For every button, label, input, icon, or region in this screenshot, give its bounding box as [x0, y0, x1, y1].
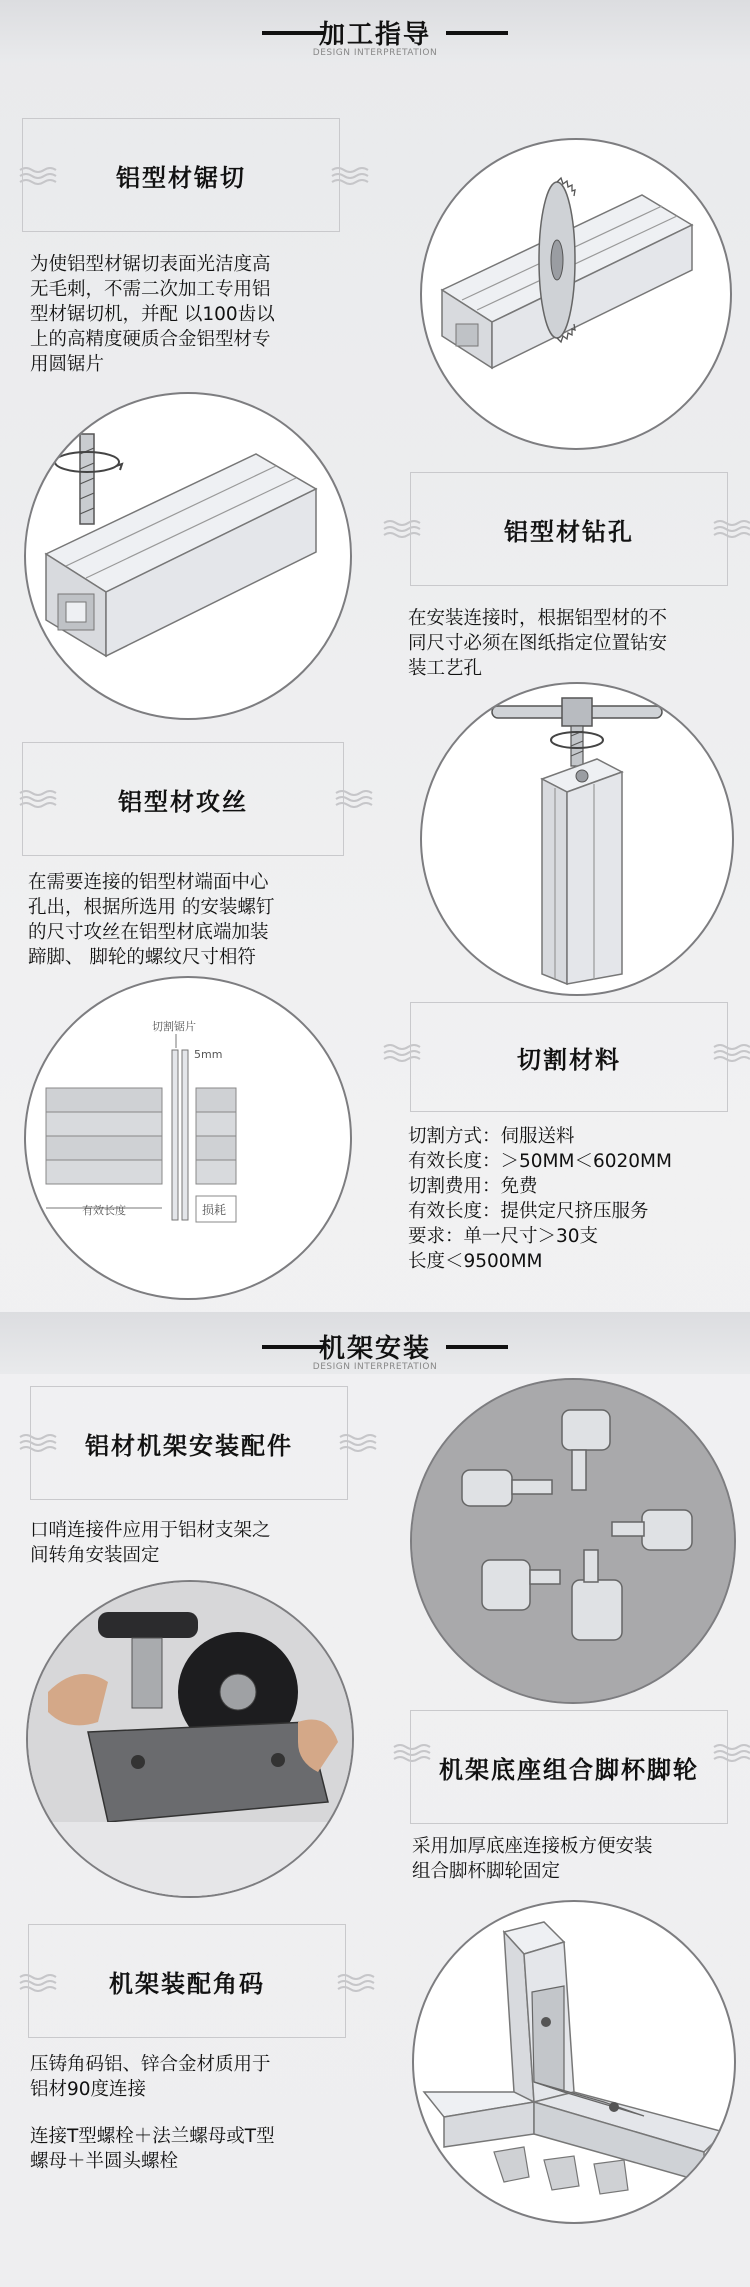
corner-bracket-illustration	[412, 1900, 736, 2224]
corner-bracket-icon	[414, 1902, 734, 2222]
wave-decoration-icon	[338, 1432, 378, 1452]
section-subtitle-frame: DESIGN INTERPRETATION	[312, 1362, 438, 1372]
label-drilling: 铝型材钻孔	[504, 517, 634, 546]
gap-label: 5mm	[194, 1048, 223, 1061]
wave-decoration-icon	[334, 788, 374, 808]
label-fittings: 铝材机架安装配件	[85, 1431, 293, 1460]
effective-length-label: 有效长度	[82, 1204, 126, 1217]
wave-decoration-icon	[712, 518, 750, 538]
corner-description: 压铸角码铝、锌合金材质用于 铝材90度连接	[30, 2054, 271, 2100]
tapping-illustration	[420, 682, 734, 996]
cutting-description: 为使铝型材锯切表面光洁度高 无毛刺，不需二次加工专用铝 型材锯切机，并配 以100齿以 上的高精度硬质合金铝型材专 用圆锯片	[30, 254, 275, 375]
wave-decoration-icon	[330, 165, 370, 185]
waste-label: 损耗	[202, 1203, 227, 1217]
whistle-connector-icon	[412, 1380, 734, 1702]
title-line-right	[446, 31, 508, 35]
label-corner: 机架装配角码	[109, 1969, 265, 1998]
tap-wrench-icon	[422, 684, 732, 994]
label-box-casters	[410, 1710, 728, 1824]
section-title-processing: 加工指导	[318, 20, 431, 50]
label-cutting: 铝型材锯切	[116, 163, 246, 192]
wave-decoration-icon	[712, 1742, 750, 1762]
casters-description: 采用加厚底座连接板方便安装 组合脚杯脚轮固定	[412, 1836, 653, 1882]
wave-decoration-icon	[336, 1972, 376, 1992]
saw-blade-icon	[422, 140, 730, 448]
material-cut-description: 切割方式：伺服送料 有效长度：＞50MM＜6020MM 切割费用：免费 有效长度：提供定尺挤压服务 要求：单一尺寸＞30支 长度＜9500MM	[408, 1126, 672, 1272]
label-casters: 机架底座组合脚杯脚轮	[439, 1755, 699, 1784]
fittings-description: 口哨连接件应用于铝材支架之 间转角安装固定	[30, 1520, 271, 1566]
tapping-description: 在需要连接的铝型材端面中心 孔出，根据所选用 的安装螺钉 的尺寸攻丝在铝型材底端加装 蹄脚、 脚轮的螺纹尺寸相符	[28, 872, 275, 968]
label-material-cut: 切割材料	[517, 1045, 621, 1074]
cutting-diagram-illustration	[24, 976, 352, 1300]
drilling-illustration	[24, 392, 352, 720]
label-box-tapping	[22, 742, 344, 856]
label-tapping: 铝型材攻丝	[118, 787, 248, 816]
drill-icon	[26, 394, 350, 718]
label-box-drilling	[410, 472, 728, 586]
label-box-cutting	[22, 118, 340, 232]
blade-label: 切割锯片	[152, 1020, 196, 1033]
section-subtitle-processing: DESIGN INTERPRETATION	[312, 48, 438, 58]
label-box-corner	[28, 1924, 346, 2038]
wave-decoration-icon	[712, 1042, 750, 1062]
cut-diagram	[26, 978, 350, 1298]
title-line-right	[446, 1345, 508, 1349]
corner-description-bolts: 连接T型螺栓＋法兰螺母或T型 螺母＋半圆头螺栓	[30, 2126, 275, 2172]
section-title-frame: 机架安装	[318, 1334, 431, 1364]
saw-cutting-illustration	[420, 138, 732, 450]
drilling-description: 在安装连接时，根据铝型材的不 同尺寸必须在图纸指定位置钻安 装工艺孔	[408, 608, 668, 679]
caster-wheel-icon	[28, 1582, 352, 1896]
fittings-photo	[410, 1378, 736, 1704]
label-box-material-cut	[410, 1002, 728, 1112]
casters-photo	[26, 1580, 354, 1898]
label-box-fittings	[30, 1386, 348, 1500]
